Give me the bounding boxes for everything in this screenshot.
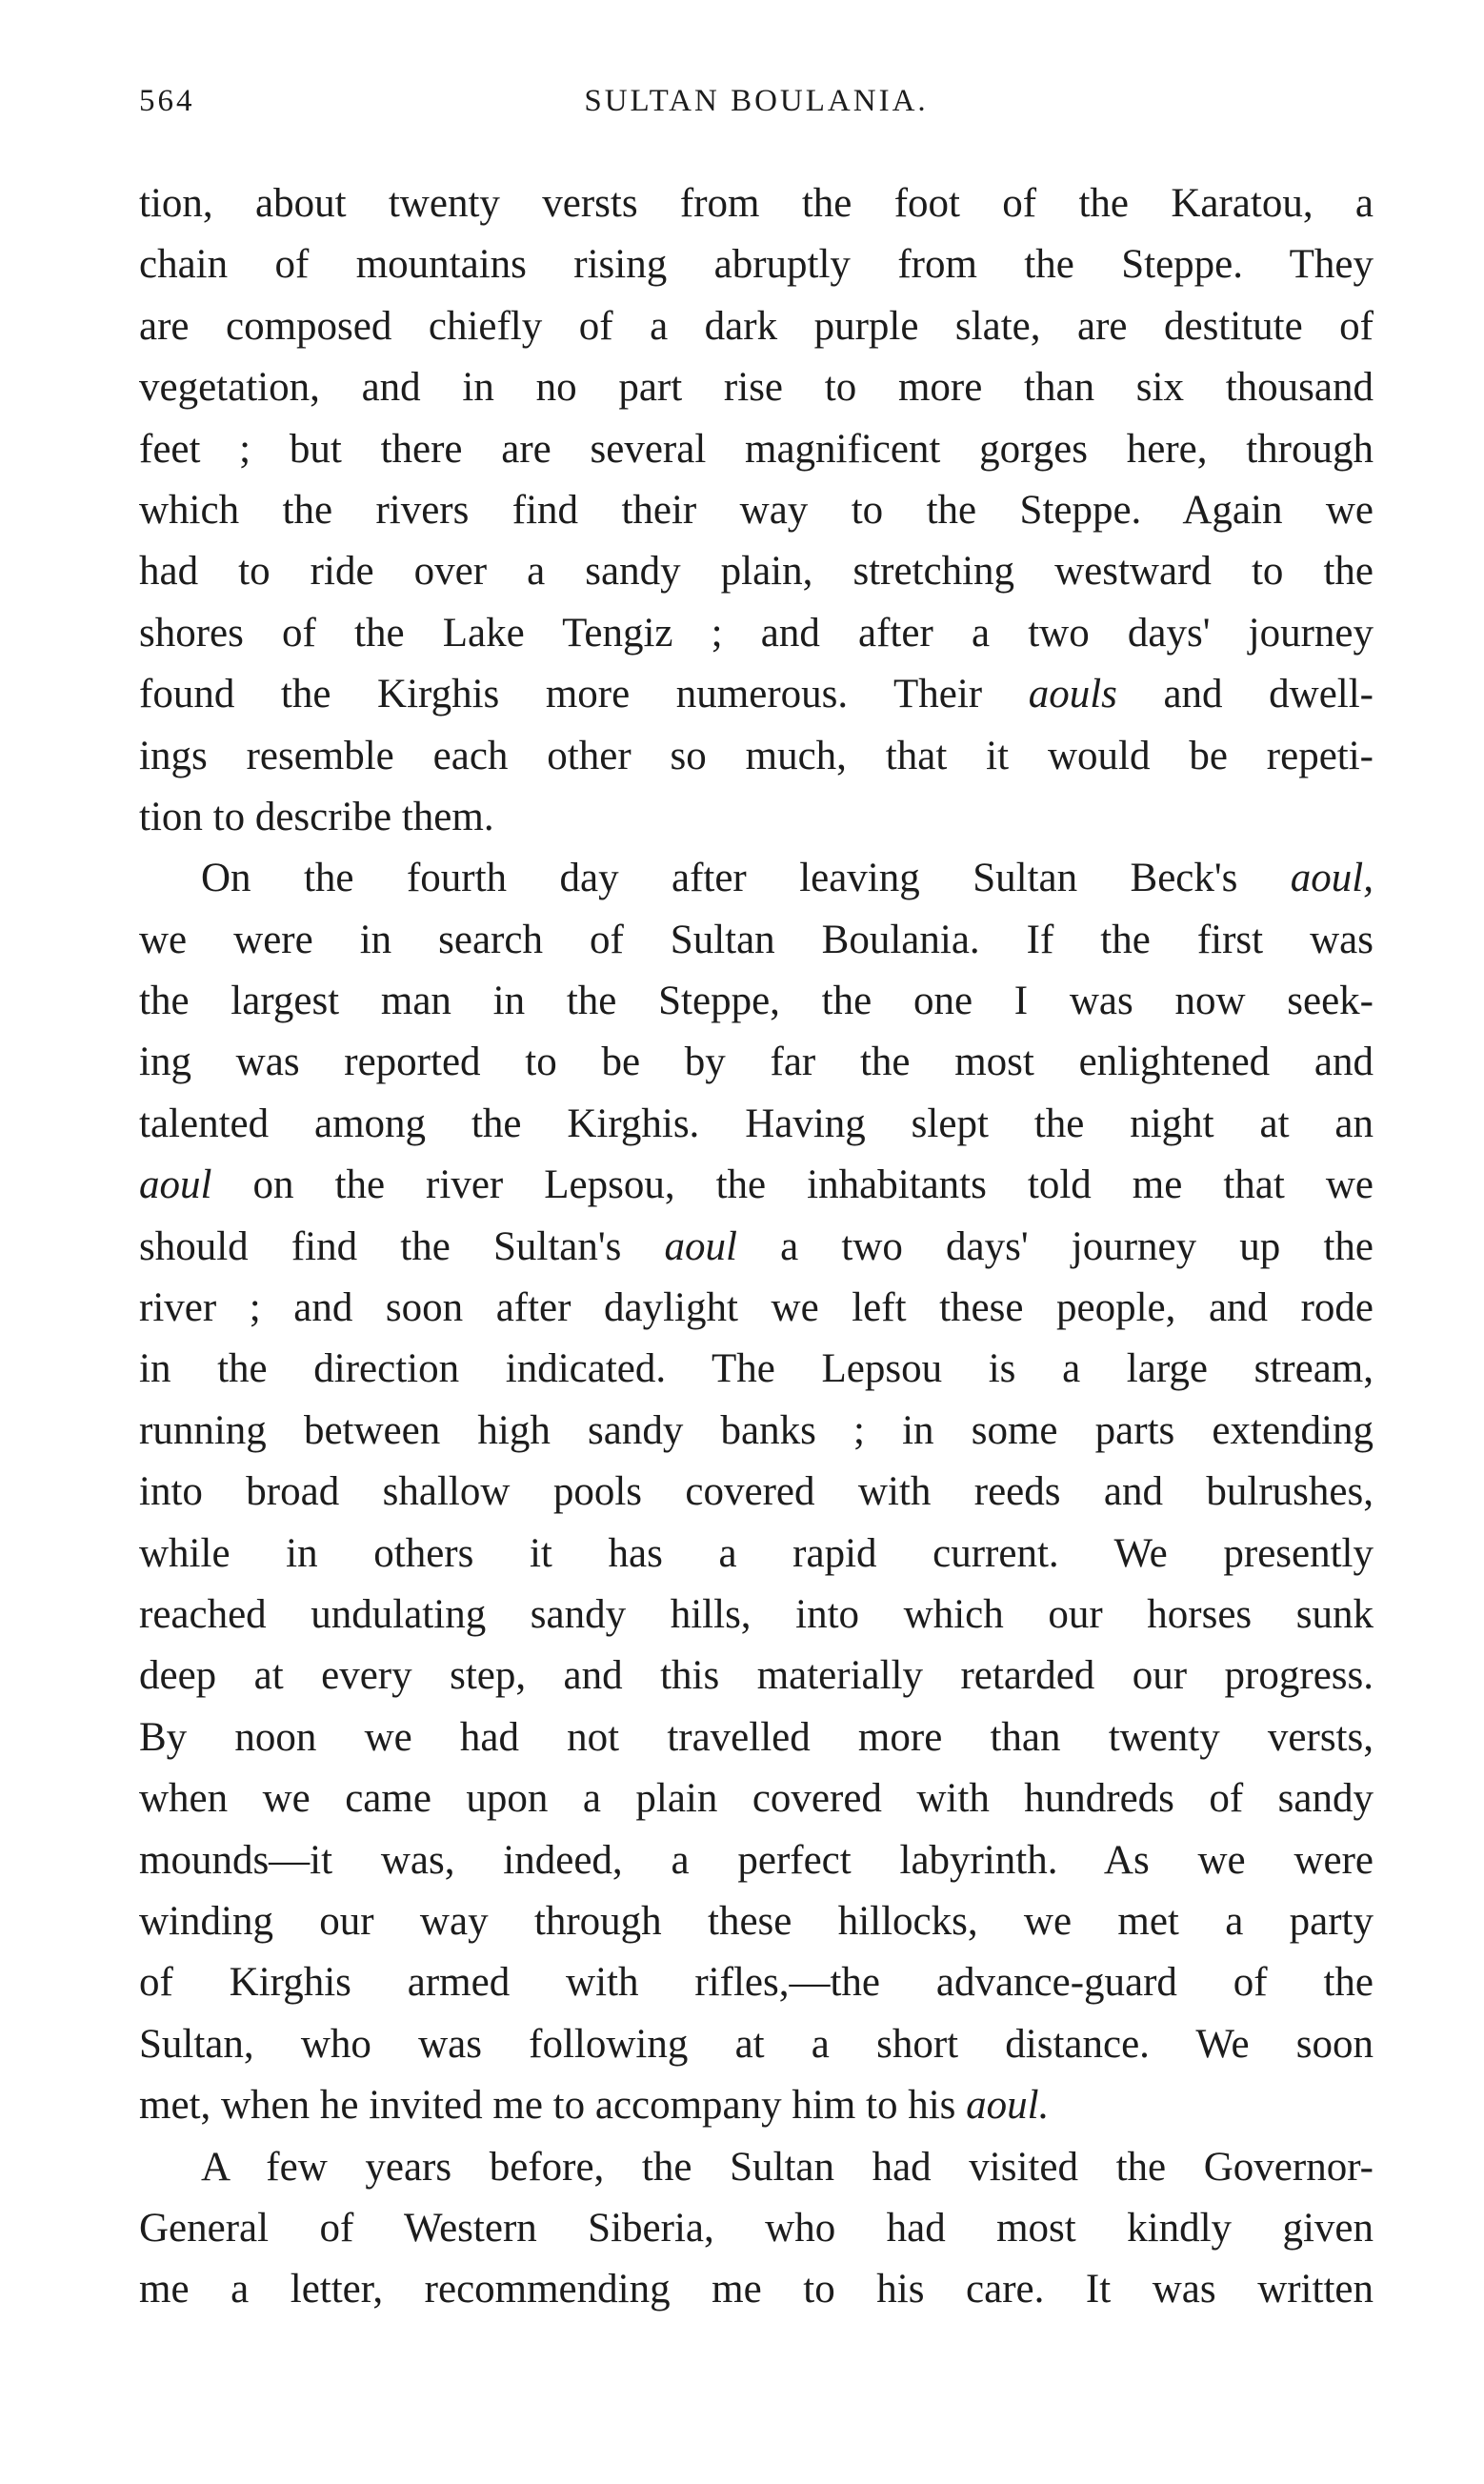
- text-line: [139, 1217, 1374, 1278]
- text-span: me a letter, recommending me to his care. It was written: [139, 2267, 1374, 2312]
- text-span: chain of mountains rising abruptly from the Steppe. They: [139, 242, 1374, 288]
- text-span: reached undulating sandy hills, into which our horses sunk: [139, 1591, 1374, 1637]
- italic-text: aoul: [664, 1223, 737, 1269]
- text-line: [139, 1646, 1374, 1706]
- text-span: are composed chiefly of a dark purple slate, are destitute of: [139, 303, 1374, 349]
- text-span: General of Western Siberia, who had most kindly given: [139, 2205, 1374, 2251]
- text-span: A few years before, the Sultan had visited the Governor-: [201, 2144, 1374, 2190]
- text-span: had to ride over a sandy plain, stretching westward to the: [139, 549, 1374, 595]
- text-line: [139, 848, 1374, 909]
- text-line: [139, 664, 1374, 725]
- text-line: [139, 1952, 1374, 2013]
- text-line: [139, 1278, 1374, 1339]
- text-span: talented among the Kirghis. Having slept the night at an: [139, 1101, 1374, 1146]
- text-span: found the Kirghis more numerous. Their: [139, 672, 1029, 717]
- text-span: into broad shallow pools covered with reeds and bulrushes,: [139, 1469, 1374, 1515]
- running-head: SULTAN BOULANIA.: [584, 84, 929, 118]
- text-line: [139, 1155, 1374, 1216]
- text-line: [139, 1401, 1374, 1462]
- text-span: river ; and soon after daylight we left these people, and rode: [139, 1285, 1374, 1331]
- text-span: vegetation, and in no part rise to more than six thousand: [139, 365, 1374, 411]
- text-line: [139, 726, 1374, 787]
- text-line: [139, 357, 1374, 418]
- italic-text: aoul.: [966, 2083, 1050, 2129]
- text-line: [139, 2075, 1374, 2136]
- text-line: [139, 1462, 1374, 1523]
- text-span: feet ; but there are several magnificent gorges here, through: [139, 426, 1374, 472]
- italic-text: aoul: [139, 1162, 212, 1208]
- text-line: [139, 1094, 1374, 1155]
- text-line: [139, 1891, 1374, 1952]
- text-span: tion to describe them.: [139, 794, 494, 839]
- text-span: mounds—it was, indeed, a perfect labyrinth. As we were: [139, 1837, 1374, 1883]
- text-line: [139, 2137, 1374, 2198]
- text-span: the largest man in the Steppe, the one I was now seek-: [139, 979, 1374, 1024]
- text-line: [139, 787, 1374, 848]
- text-line: [139, 173, 1374, 234]
- text-line: [139, 1339, 1374, 1400]
- text-span: tion, about twenty versts from the foot of the Karatou, a: [139, 181, 1374, 226]
- text-span: met, when he invited me to accompany him to his: [139, 2083, 967, 2129]
- text-line: [139, 1768, 1374, 1829]
- text-line: [139, 2259, 1374, 2320]
- text-line: [139, 296, 1374, 357]
- text-span: shores of the Lake Tengiz ; and after a two days' journey: [139, 610, 1374, 656]
- text-line: [139, 2014, 1374, 2075]
- text-span: of Kirghis armed with rifles,—the advance-guard of the: [139, 1960, 1374, 2006]
- text-span: On the fourth day after leaving Sultan Beck's: [201, 856, 1291, 901]
- text-span: while in others it has a rapid current. We presently: [139, 1530, 1374, 1576]
- text-span: in the direction indicated. The Lepsou is a large stream,: [139, 1346, 1374, 1392]
- text-span: ings resemble each other so much, that it would be repeti-: [139, 733, 1374, 778]
- text-span: which the rivers find their way to the Steppe. Again we: [139, 487, 1374, 533]
- text-line: [139, 910, 1374, 971]
- text-line: [139, 541, 1374, 602]
- text-span: we were in search of Sultan Boulania. If the first was: [139, 917, 1374, 962]
- page-header: [139, 84, 1374, 131]
- text-span: when we came upon a plain covered with hundreds of sandy: [139, 1776, 1374, 1822]
- text-span: deep at every step, and this materially retarded our progress.: [139, 1653, 1374, 1699]
- text-line: [139, 1585, 1374, 1646]
- text-span: and dwell-: [1116, 672, 1374, 717]
- text-line: [139, 1707, 1374, 1768]
- text-line: [139, 971, 1374, 1032]
- text-line: [139, 480, 1374, 541]
- text-span: By noon we had not travelled more than twenty versts,: [139, 1714, 1374, 1760]
- text-line: [139, 419, 1374, 480]
- page-number: 564: [139, 84, 195, 118]
- text-line: [139, 1524, 1374, 1585]
- text-span: a two days' journey up the: [736, 1223, 1374, 1269]
- text-span: ing was reported to be by far the most enlightened and: [139, 1040, 1374, 1085]
- body-text: [139, 173, 1374, 2321]
- text-line: [139, 234, 1374, 295]
- italic-text: aoul,: [1290, 856, 1374, 901]
- italic-text: aouls: [1028, 672, 1117, 717]
- text-line: [139, 1830, 1374, 1891]
- text-span: winding our way through these hillocks, we met a party: [139, 1898, 1374, 1944]
- text-span: Sultan, who was following at a short distance. We soon: [139, 2021, 1374, 2067]
- text-line: [139, 2198, 1374, 2259]
- text-line: [139, 1032, 1374, 1093]
- text-span: on the river Lepsou, the inhabitants told me that we: [211, 1162, 1374, 1208]
- text-span: running between high sandy banks ; in some parts extending: [139, 1407, 1374, 1453]
- text-line: [139, 603, 1374, 664]
- text-span: should find the Sultan's: [139, 1223, 665, 1269]
